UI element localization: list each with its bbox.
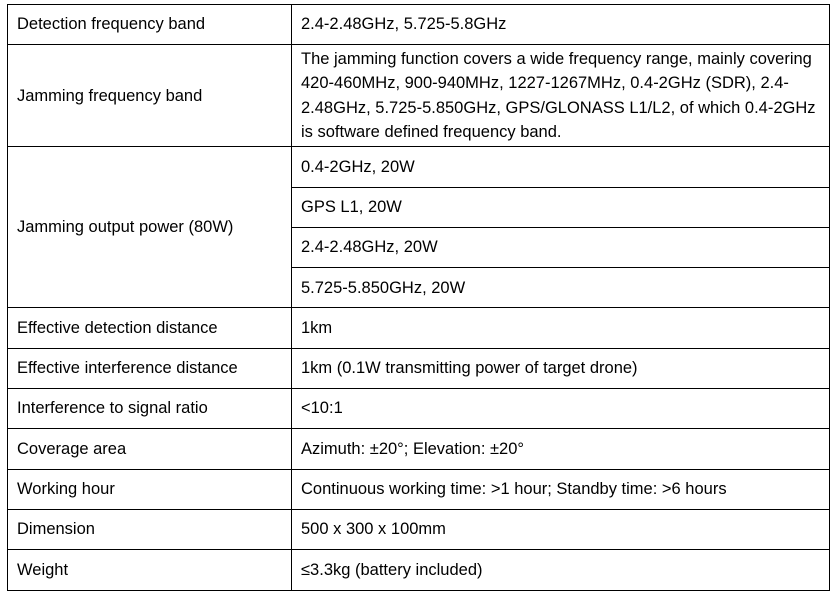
specification-table xyxy=(7,4,830,591)
row-label: Effective interference distance xyxy=(8,348,292,388)
table-row xyxy=(8,45,830,147)
row-value: Continuous working time: >1 hour; Standby time: >6 hours xyxy=(292,469,830,509)
row-value: 2.4-2.48GHz, 5.725-5.8GHz xyxy=(292,5,830,45)
table-row xyxy=(8,389,830,429)
table-row xyxy=(8,5,830,45)
row-label: Coverage area xyxy=(8,429,292,469)
table-row xyxy=(8,429,830,469)
row-label: Dimension xyxy=(8,509,292,549)
row-subvalue: 0.4-2GHz, 20W xyxy=(292,147,830,187)
row-value: The jamming function covers a wide frequency range, mainly covering 420-460MHz, 900-940MHz, 1227-1267MHz, 0.4-2GHz (SDR), 2.4-2.48GHz, 5.725-5.850GHz, GPS/GLONASS L1/L2, of which 0.4-2GHz is software defined frequency band. xyxy=(292,45,830,147)
row-value: 500 x 300 x 100mm xyxy=(292,509,830,549)
row-value: ≤3.3kg (battery included) xyxy=(292,550,830,590)
row-value: Azimuth: ±20°; Elevation: ±20° xyxy=(292,429,830,469)
row-subvalue: 2.4-2.48GHz, 20W xyxy=(292,227,830,267)
table-row xyxy=(8,147,830,187)
table-row xyxy=(8,308,830,348)
row-value: 1km xyxy=(292,308,830,348)
row-label: Effective detection distance xyxy=(8,308,292,348)
row-label: Interference to signal ratio xyxy=(8,389,292,429)
row-label: Detection frequency band xyxy=(8,5,292,45)
row-value: 1km (0.1W transmitting power of target drone) xyxy=(292,348,830,388)
row-label: Working hour xyxy=(8,469,292,509)
table-row xyxy=(8,348,830,388)
row-value: <10:1 xyxy=(292,389,830,429)
table-row xyxy=(8,509,830,549)
row-label: Weight xyxy=(8,550,292,590)
row-label: Jamming output power (80W) xyxy=(8,147,292,308)
table-row xyxy=(8,550,830,590)
row-subvalue: GPS L1, 20W xyxy=(292,187,830,227)
row-subvalue: 5.725-5.850GHz, 20W xyxy=(292,268,830,308)
table-row xyxy=(8,469,830,509)
row-label: Jamming frequency band xyxy=(8,45,292,147)
